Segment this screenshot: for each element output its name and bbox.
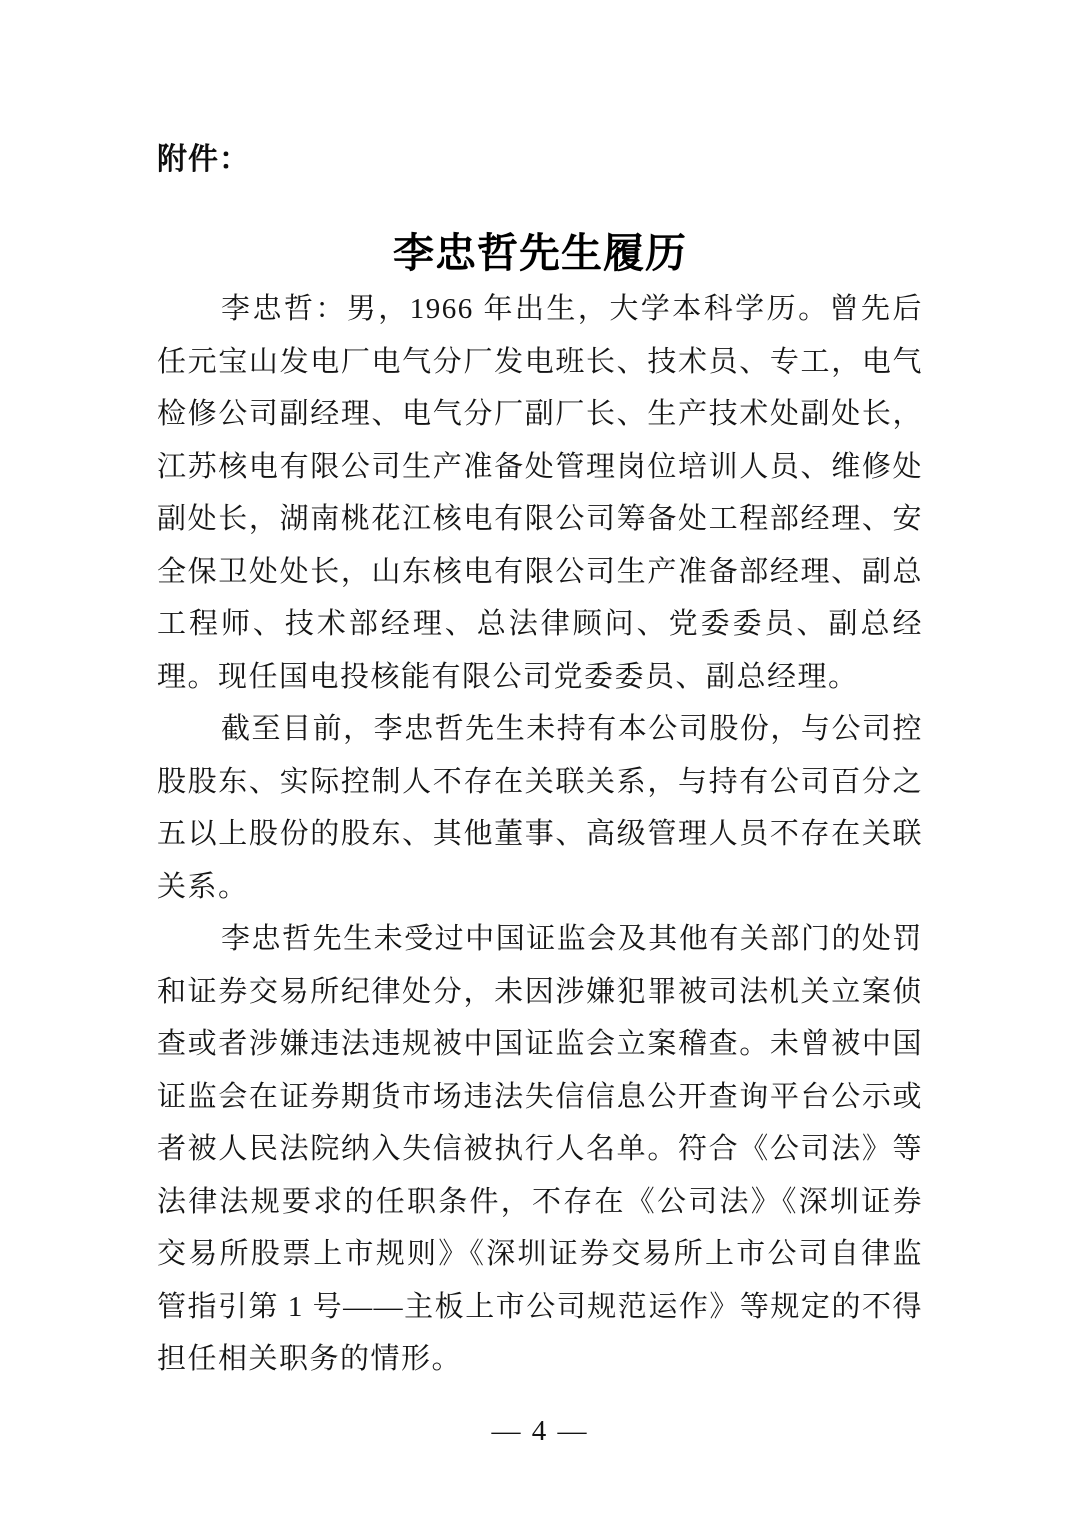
paragraph-shareholding: 截至目前，李忠哲先生未持有本公司股份，与公司控股股东、实际控制人不存在关联关系，与持有公司百分之五以上股份的股东、其他董事、高级管理人员不存在关联关系。	[157, 713, 923, 903]
paragraph-career: 李忠哲：男，1966 年出生，大学本科学历。曾先后任元宝山发电厂电气分厂发电班长、技术员、专工，电气检修公司副经理、电气分厂副厂长、生产技术处副处长，江苏核电有限公司生产准备处管理岗位培训人员、维修处副处长，湖南桃花江核电有限公司筹备处工程部经理、安全保卫处处长，山东核电有限公司生产准备部经理、副总工程师、技术部经理、总法律顾问、党委委员、副总经理。现任国电投核能有限公司党委委员、副总经理。	[157, 293, 923, 693]
attachment-label: 附件：	[157, 143, 250, 176]
document-body	[157, 283, 923, 1386]
paragraph-compliance: 李忠哲先生未受过中国证监会及其他有关部门的处罚和证券交易所纪律处分，未因涉嫌犯罪被司法机关立案侦查或者涉嫌违法违规被中国证监会立案稽查。未曾被中国证监会在证券期货市场违法失信信息公开查询平台公示或者被人民法院纳入失信被执行人名单。符合《公司法》等法律法规要求的任职条件，不存在《公司法》《深圳证券交易所股票上市规则》《深圳证券交易所上市公司自律监管指引第 1 号——主板上市公司规范运作》等规定的不得担任相关职务的情形。	[157, 923, 923, 1375]
page-title: 李忠哲先生履历	[393, 230, 687, 277]
page-number: — 4 —	[491, 1415, 589, 1447]
page-footer	[0, 1405, 1080, 1457]
